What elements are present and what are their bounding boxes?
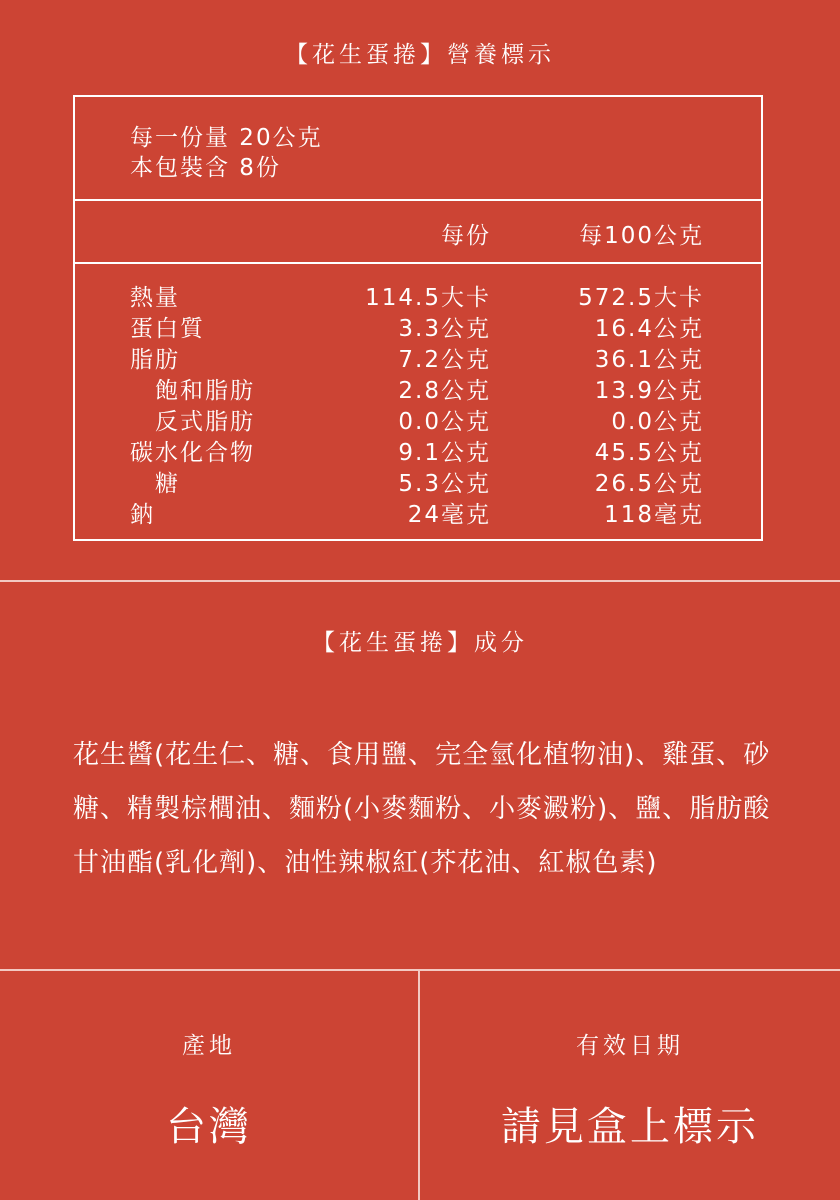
nutrient-rows	[75, 279, 761, 527]
nutrient-per-serving: 7.2公克	[398, 347, 491, 373]
nutrient-name: 脂肪	[130, 347, 180, 373]
nutrient-per-serving: 2.8公克	[398, 378, 491, 404]
nutrient-per-100g: 118毫克	[604, 502, 704, 528]
nutrient-name: 熱量	[130, 285, 180, 311]
nutrient-row	[75, 434, 761, 465]
ingredients-title: 【花生蛋捲】成分	[312, 630, 528, 656]
column-headers	[75, 201, 761, 264]
nutrient-per-serving: 0.0公克	[398, 409, 491, 435]
nutrient-per-100g: 45.5公克	[594, 440, 704, 466]
nutrient-per-serving: 9.1公克	[398, 440, 491, 466]
section-divider	[0, 969, 840, 971]
column-per-100g: 每100公克	[579, 223, 704, 249]
nutrient-name: 鈉	[130, 502, 155, 528]
nutrient-row	[75, 279, 761, 310]
expiry-label: 有效日期	[576, 1033, 684, 1059]
nutrient-name: 反式脂肪	[155, 409, 255, 435]
servings-per-pack: 本包裝含 8份	[130, 155, 281, 181]
nutrient-row	[75, 310, 761, 341]
nutrition-table	[73, 95, 763, 541]
column-divider	[418, 970, 420, 1200]
serving-size: 每一份量 20公克	[130, 125, 323, 151]
nutrient-name: 糖	[155, 471, 180, 497]
nutrient-per-serving: 24毫克	[407, 502, 491, 528]
expiry-value: 請見盒上標示	[501, 1104, 759, 1150]
nutrient-per-serving: 5.3公克	[398, 471, 491, 497]
nutrient-per-100g: 16.4公克	[594, 316, 704, 342]
nutrient-row	[75, 465, 761, 496]
serving-info	[75, 97, 761, 201]
origin-value: 台灣	[166, 1104, 252, 1150]
ingredients-text: 花生醬(花生仁、糖、食用鹽、完全氫化植物油)、雞蛋、砂糖、精製棕櫚油、麵粉(小麥麵粉、小麥澱粉)、鹽、脂肪酸甘油酯(乳化劑)、油性辣椒紅(芥花油、紅椒色素)	[73, 740, 771, 878]
nutrient-row	[75, 372, 761, 403]
nutrient-per-100g: 36.1公克	[594, 347, 704, 373]
origin-label: 產地	[182, 1033, 236, 1059]
column-per-serving: 每份	[441, 223, 491, 249]
nutrient-name: 碳水化合物	[130, 440, 255, 466]
nutrient-per-100g: 0.0公克	[611, 409, 704, 435]
section-divider	[0, 580, 840, 582]
nutrient-per-serving: 114.5大卡	[365, 285, 491, 311]
nutrient-per-100g: 26.5公克	[594, 471, 704, 497]
nutrient-per-100g: 572.5大卡	[578, 285, 704, 311]
nutrient-per-serving: 3.3公克	[398, 316, 491, 342]
nutrient-name: 蛋白質	[130, 316, 205, 342]
nutrition-title: 【花生蛋捲】營養標示	[285, 42, 555, 68]
nutrient-row	[75, 341, 761, 372]
nutrient-row	[75, 403, 761, 434]
nutrient-row	[75, 496, 761, 527]
nutrient-name: 飽和脂肪	[155, 378, 255, 404]
nutrient-per-100g: 13.9公克	[594, 378, 704, 404]
